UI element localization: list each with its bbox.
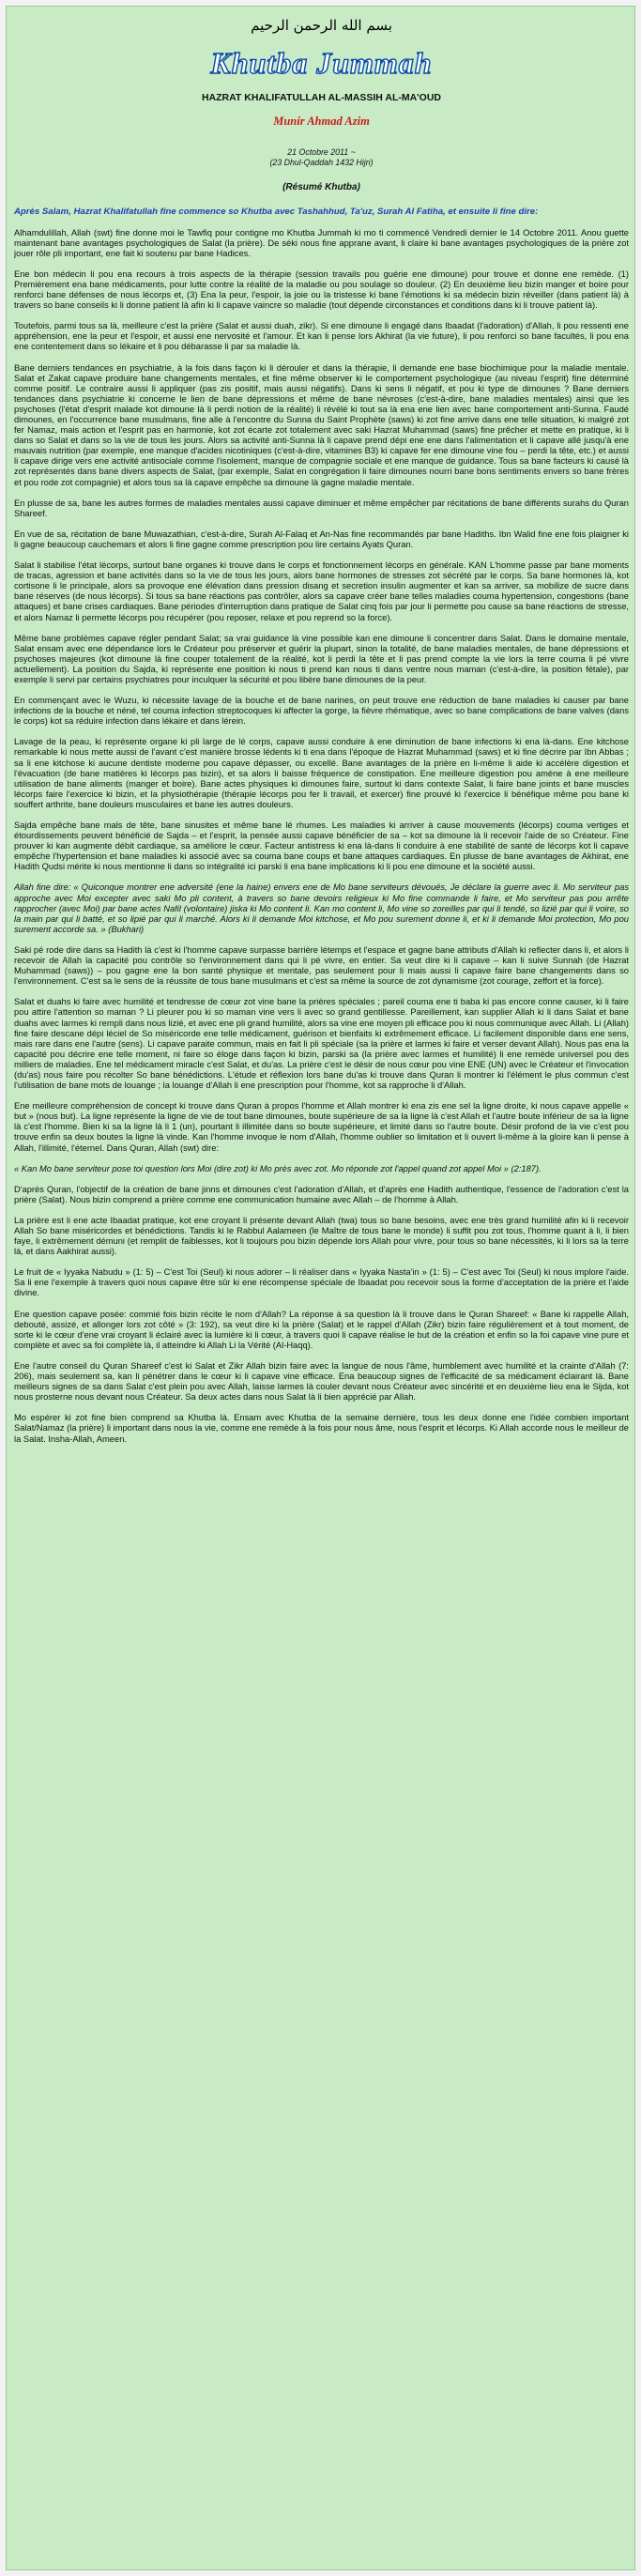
paragraph: Ene l'autre conseil du Quran Shareef c'est ki Salat et Zikr Allah bizin faire avec la langue de nous l'âme, humblement avec humilité et la crainte d'Allah (7: 206), mais seulement sa, kan li pénétrer dans le cœur ki li capave vine efficace. Ena beaucoup signes de l'efficacité de sa médicament éclairant là. Bane meilleurs signes de sa dans Salat c'est plein pou avec Allah, laisse larmes là couler devant nous Créateur avec sincérité et en deuxième lieu ena le Sijda, kot nous prosterne nous devant nous Créateur. Sa deux actes dans nous Salat là li bien apprécié par Allah.: [14, 1360, 629, 1403]
paragraph: Le fruit de « Iyyaka Nabudu » (1: 5) – C'est Toi (Seul) ki nous adorer – li réaliser dans « Iyyaka Nasta'in » (1: 5) – C'est avec Toi (Seul) ki nous implore l'aide. Sa li ene l'exemple à travers quoi nous capave être sûr ki ene récompense spéciale de Ibaadat pou recevoir sous la forme d'acceptation de la prière et l'aide divine.: [14, 1267, 629, 1298]
date-hijri: (23 Dhul-Qaddah 1432 Hijri): [269, 157, 374, 167]
paragraph: Alhamdulillah, Allah (swt) fine donne moi le Tawfiq pour contigne mo Khutba Jummah ki mo ti commencé Vendredi dernier le 14 Octobre 2011. Anou guette maintenant bane avantages psychologiques de Salat (la prière). De séki nous fine apprane avant, li claire ki bane avantages psychologiques de la prière zot jouer rôle pli important, ene fait ki soutenu par bane Hadices.: [14, 227, 629, 258]
paragraph: Salat li stabilise l'état lécorps, surtout bane organes ki trouve dans le corps et fonctionnement lécorps en générale. KAN L'homme passe par bane moments de tracas, agression et bane activités dans so la vie de tous les jours, alors bane hormones de stresses zot sécrété par le corps. Sa bane hormones là, kot cortisone li le principale, alors sa provoque ene élévation dans pression disang et secretion insulin augmenter et kan sa arriver, sa mobilize de sucre dans bane réserves (de nous lécorps). Si tous sa bane réactions pas contrôler, alors sa capave créer bane telles maladies couma hypertension, congestions (bane attaques) et bane crises cardiaques. Bane périodes d'interruption dans pratique de Salat cinq fois par jour li permette pou cause sa bane réactions de stresse, et alors Namaz li permette lécorps pou récupérer (pou reposer, relaxe et pou reprend so la force).: [14, 560, 629, 622]
paragraph: D'après Quran, l'objectif de la création de bane jinns et dimounes c'est l'adoration d'Allah, et d'après ene Hadith authentique, l'essence de l'adoration c'est la prière (Salat). Nous bizin comprend a prière comme ene communication humaine avec Allah – de l'homme à Allah.: [14, 1184, 629, 1204]
paragraph: En plusse de sa, bane les autres formes de maladies mentales aussi capave diminuer et même empêcher par récitations de bane différents surahs du Quran Shareef.: [14, 498, 629, 518]
author-name: Munir Ahmad Azim: [273, 115, 370, 128]
paragraph: Même bane problèmes capave régler pendant Salat; sa vrai guidance là vine possible kan ene dimoune li concentrer dans Salat. Dans le domaine mentale, Salat ensam avec ene dépendance lors le Créateur pou préserver et guérir la plupart, sinon la totalité, de bane maladies mentales, de bane dépressions et psychoses majeures (kot dimoune là fine couper totalement de la réalité, kot li perdi la tête et li pas prend compte la vie lors la terre couma li pé vivre actuellement). La position du Sajda, ki représente ene position ki nous ti prend kan nous ti dans ventre nous maman (c'est-à-dire, la position fétale), par exemple li servi par certains psychiatres pour inculquer la sécurité et pou libère bane dimounes de la peur.: [14, 633, 629, 684]
paragraph: Ene meilleure compréhension de concept ki trouve dans Quran à propos l'homme et Allah montrer ki ena zis ene sel la ligne droite, ki nous capave appelle « but » (nous but). La ligne représente la ligne de vie de tout bane dimounes, boute supérieure de sa la ligne là c'est Allah et l'autre boute inférieur de sa la ligne là c'est l'homme. Bien ki sa la ligne là li 1 (un), pourtant li illimitée dans so boute supérieure, et limité dans so l'autre boute. Désir profond de la vie c'est pou trouve enfin sa deux boutes la ligne là vinde. Kan l'homme invoque le nom d'Allah, l'homme oublier so limitation et li ouvert li-même à la gloire kan li pense à Allah, l'illimité, l'éternel. Dans Quran, Allah (swt) dire:: [14, 1101, 629, 1153]
paragraph: Mo espérer ki zot fine bien comprend sa Khutba là. Ensam avec Khutba de la semaine dernière, tous les deux donne ene l'idée combien important Salat/Namaz (la prière) li important dans nous la vie, comme ene remède à la fois pour nous âme, nous l'esprit et lécorps. Ki Allah accorde nous le meilleur de la Salat. Insha-Allah, Ameen.: [14, 1413, 629, 1444]
subtitle: HAZRAT KHALIFATULLAH AL-MASSIH AL-MA'OUD: [201, 92, 442, 103]
khutba-document: [14, 14, 629, 2562]
paragraph: En commençant avec le Wuzu, ki nécessite lavage de la bouche et de bane narines, on peut trouve ene réduction de bane maladies ki causer par bane infections de la bouche et néné, tel couma infection streptocoques ki affecter la gorge, la fièvre rhématique, avec so bane complications de bane valves (dans le corps) kot sa réduire infection dans lékaire et dans lérein.: [14, 696, 629, 727]
paragraph: Toutefois, parmi tous sa là, meilleure c'est la prière (Salat et aussi duah, zikr). Si ene dimoune li engagé dans Ibaadat (l'adoration) d'Allah, li pou ressenti ene appréhension, ene la peur et l'espoir, et aussi ene nervosité et l'amour. Et kan li pense lors Akhirat (la vie future), li pou renforci so bane facultés, li pou ena ene contentement dans so lékaire et li pou débarasse li par sa maladie là.: [14, 321, 629, 352]
paragraph: La prière est li ene acte Ibaadat pratique, kot ene croyant li présente devant Allah (twa) tous so bane besoins, avec ene très grand humilité afin ki li recevoir Allah So bane miséricordes et bénédictions. Tandis ki le Rabbul Aalameen (le Maître de tous bane le monde) li suffit pou zot tous, l'homme quant à li, li bien faye, li extrêmement démuni (et remplit de faiblesses, kot li toujours pou bizin dépende lors Allah pour vivre, pour tous so bane nécessités, ki li lors sa la terre là, et dans Aakhirat aussi).: [14, 1215, 629, 1257]
paragraph: Lavage de la peau, ki représente organe ki pli large de lé corps, capave aussi conduire à ene diminution de bane infections ki ena là-dans. Ene kitchose remarkable ki nous mette aussi de l'avant c'est manière brosse lédents ki ti ena dans l'époque de Hazrat Muhammad (saws) et ki fine décrire par Ibn Abbas ; sa li ene kitchose ki aucune dentiste moderne pou capave dépasser, ou excellé. Bane avantages de la prière en li-même li aide ki accélère digestion et l'évacuation (de bane matières ki lécorps pas bizin), et sa alors li baisse fréquence de constipation. Ene meilleure digestion pou amène à ene meilleure utilisation de bane aliments (manger et boire). Bane actes physiques ki dimounes faire, surtout ki dans contexte Salat, li faire bane joints et bane muscles lécorps faire l'exercice ki bizin, et la physiothérapie (thérapie lécorps pou fer li travail, et exercer) fine prouvé ki l'exercice li bénéfique même pou bane ki souffert arthrite, bane douleurs musculaires et bane les autres douleurs.: [14, 737, 629, 809]
intro-text: Après Salam, Hazrat Khalifatullah fine commence so Khutba avec Tashahhud, Ta'uz, Surah Al Fatiha, et ensuite li fine dire:: [14, 207, 539, 217]
paragraph: Bane derniers tendances en psychiatrie, à la fois dans façon ki li dérouler et dans la thérapie, li demande ene base biochimique pour la maladie mentale. Salat et Zakat capave produire bane changements mentales, et fine même observer ki le comportement psychologique (au niveau l'esprit) fine déterminé comme positif. Le contraire aussi li appliquer (pas zis positif, mais aussi négatifs). Dans ki sens li négatif, et pou ki type de dimounes ? Bane derniers tendances dans psychiatrie ki concerne le lien de bane dépressions et même de bane névroses (c'est-à-dire, bane maladies mentales) ainsi que les psychoses (l'état d'esprit malade kot dimoune là li perdi notion de la réalité) li révélé ki tout sa là ena ene lien avec bane comportement anti-Sunna. Faudé dimounes, en l'occurrence bane musulmans, fine alle à l'encontre du Sunna du Saint Prophète (saws) ki zot fine arrive dans ene telle situation, ki malgré zot fer Namaz, mais action et l'esprit pas en harmonie, kot zot écarte zot totalement avec saki Hazrat Muhammad (saws) fine prêcher et mette en pratique, ki li dans so Salat et dans so la vie de tous les jours. Alors sa activité anti-Sunna là li capave prend dépi ene ene dans l'alimentation et li capave allé jusqu'à ene mauvais nutrition (par exemple, ene manque d'acides nicotiniques (c'est-à-dire, vitamines B3) ki capave fer ene dimoune vine fou – perdi la tête, etc.) et aussi li capave dirige vers ene activité antisociale comme l'isolement, manque de compagnie sociale et ene manque de guidance. Tous sa bane facteurs ki causé là zot représentés dans bane divers aspects de Salat, (par exemple, Salat en congrégation li faire dimounes nourri bane bons sentiments envers so bane frères et pou rode zot compagnie) et alors tous sa là capave empêche sa dimoune là gagne maladie mentale.: [14, 362, 629, 487]
paragraph: Ene bon médecin li pou ena recours à trois aspects de la thérapie (session travails pou guérie ene dimoune) pour trouve et donne ene remède. (1) Premièrement ena bane médicaments, pour lutte contre la réalité de la maladie ou pou soulage so douleur. (2) En deuxième lieu bizin manger et boire pour renforci bane défenses de nous lécorps et, (3) Ena la peur, l'espoir, la joie ou la tristesse ki bane l'émotions ki sa médecin bizin réveiller (dans patient là) à travers so bane conseils ki li donne patient là afin ki li capave vaincre so maladie (tout dépende circonstances et conditions dans ki li trouve patient là).: [14, 268, 629, 311]
bismillah-calligraphy: بسم الله الرحمن الرحيم: [251, 17, 392, 34]
paragraph: En vue de sa, récitation de bane Muwazathian, c'est-à-dire, Surah Al-Falaq et An-Nas fine recommandés par bane Hadiths. Ibn Walid fine ene fois plaigner ki li gagne beaucoup cauchemars et alors li fine gagne comme prescription pou lire certains Ayats Quran.: [14, 529, 629, 549]
date-gregorian: 21 Octobre 2011 ~: [287, 147, 356, 157]
resume-heading: (Résumé Khutba): [282, 182, 360, 192]
paragraph: Ene question capave posée: commié fois bizin récite le nom d'Allah? La réponse à sa question là li trouve dans le Quran Shareef: « Bane ki rappelle Allah, debouté, assizé, et allonger lors zot côté » (3: 192), sa veut dire ki la prière (Salat) et le rappel d'Allah (Zikr) bizin faire régulièrement et à tout moment, de sorte ki le cœur d'ene vrai croyant li éclairé avec la lumière ki li cœur, à travers quoi li capave réalise le but de la création et enfin so la foi capave vine pure et complète et avec sa foi complète là, il atteindre ki Allah Li la Vérité (Al-Haqq).: [14, 1309, 629, 1350]
paragraph: Salat et duahs ki faire avec humilité et tendresse de cœur zot vine bane la prières spéciales ; pareil couma ene ti baba ki pas encore conne causer, ki li faire pou attire l'attention so maman ? Li pleurer pou ki so maman vine vers li avec so grand gentillesse. Pareillement, kan supplier Allah ki li dans Salat et bane duahs avec larmes ki rempli dans nous lizié, et avec ene pli grand humilité, alors sa vine ene moyen pli efficace pou ki nous communique avec Allah. Li (Allah) fine faire descane dépi léciel de So miséricorde ene telle médicament, guérison et bienfaits ki extrêmement efficace. Li facilement disponible dans ene sens, mais rare dans ene l'autre (sens). Li capave paraite commun, mais en fait li pli spéciale (sa la prière et larmes ki faire et verser devant Allah). Nous pas ena la capacité pou décrire ene telle moment, ni faire so éloge dans façon ki bizin, parski sa (la prière avec larmes et humilité) li ene remède universel pou des milliers de maladies. Ene tel médicament miracle c'est Salat, et du'as. La prière c'est le désir de nous cœur pou vine ENE (UN) avec le Créateur et l'invocation (du'as) nous faire pou récolter So bane bénédictions. L'étude et réflexion lors bane du'as ki trouve dans Quran li montrer ki l'élément le plus commun c'est l'utilisation de bane mots de louange ; la louange d'Allah li ene prescription pour l'homme, kot sa rapproche li d'Allah.: [14, 997, 629, 1091]
paragraph: Saki pé rode dire dans sa Hadith là c'est ki l'homme capave surpasse barrière létemps et l'espace et gagne bane attributs d'Allah ki reflecter dans li, et alors li recevoir de Allah la capacité pou contrôle so l'environnement dans qui li pé vivre, en entier. Sa veut dire ki li capave – kan li suive Sunnah (de Hazrat Muhammad (saws)) – pou gagne ene la bon santé physique et mentale, pas seulement pour li mais aussi li capave faire bane changements dans so l'environnement. C'est sa le sens de la réussite de tous bane musulmans et c'est sa même la source de zot dynamisme (zot courage, zeffort et la force).: [14, 944, 629, 987]
quran-quote: « Kan Mo bane serviteur pose toi question lors Moi (dire zot) ki Mo près avec zot. Mo réponde zot l'appel quand zot appel Moi » (2:187).: [14, 1163, 542, 1173]
paragraph: Sajda empêche bane mals de tête, bane sinusites et même bane lé rhumes. Les maladies ki arriver à cause mouvements (lécorps) couma vertiges et étourdissements peuvent bénéficié de Sajda – et l'esprit, la pensée aussi capave bénéficier de sa – kot sa dimoune là li recevoir l'aide de so Créateur. Fine prouver ki kan augmente débit cardiaque, sa améliore le cœur. Facteur antistress ki ena là-dans li conduire à ene stabilité de santé de lécorps kot li capave empêche l'hypertension et bane maladies ki associé avec sa couma bane coups et bane attaques cardiaques. En plusse de bane avantages de Akhirat, ene Hadith Qudsi mérite ki nous mentionne li dans so intégralité ici parski li ena bane implications ki li pou ene dimoune et la société aussi.: [14, 820, 629, 872]
content-frame: [6, 6, 635, 2570]
hadith-quote: Allah fine dire: « Quiconque montrer ene adversité (ene la haine) envers ene de Mo bane serviteurs dévoués, Je déclare la guerre avec li. Mo serviteur pas approche avec Moi excepter avec saki Mo pli content, à travers so bane devoirs religieux ki Mo fine commande li faire, et Mo serviteur pas pou arrête rapprocher (avec Moi) par bane actes Nafil (volontaire) jiska ki Mo content li. Kan mo content li, Mo vine so zoreilles par qui li tendé, so lizié par qui li voire, so la main par qui li batté, et so lipié par qui li marché. Alors ki li demande Moi kitchose, et Mo pou surement donne li, et ki li demande Moi protection, Mo pou surement accorde sa. » (Bukhari): [14, 882, 629, 934]
page-title: Khutba Jummah: [210, 46, 433, 80]
